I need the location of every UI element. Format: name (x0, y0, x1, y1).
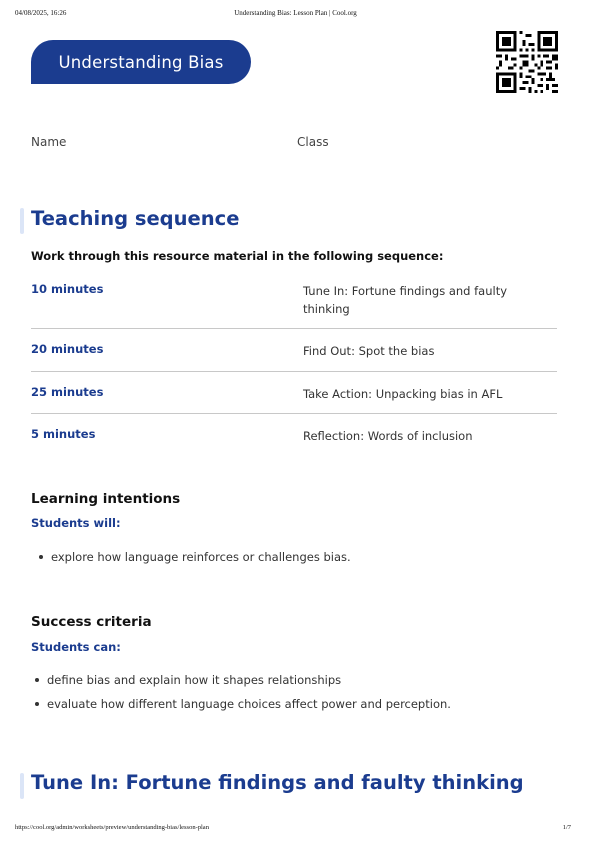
lesson-title: Understanding Bias (58, 52, 224, 72)
learning-intentions-subheading: Students will: (31, 516, 121, 530)
bullet-icon (35, 678, 39, 682)
learning-intentions-heading: Learning intentions (31, 491, 181, 507)
sequence-time: 5 minutes (31, 427, 96, 441)
row-divider (31, 413, 557, 414)
tune-in-heading: Tune In: Fortune findings and faulty thinking (31, 771, 524, 794)
sequence-intro: Work through this resource material in the following sequence: (31, 249, 444, 263)
name-label: Name (31, 135, 67, 149)
list-item-text: evaluate how different language choices affect power and perception. (47, 697, 451, 711)
list-item-text: define bias and explain how it shapes relationships (47, 673, 342, 687)
print-page-title: Understanding Bias: Lesson Plan | Cool.org (234, 9, 357, 17)
sequence-activity: Take Action: Unpacking bias in AFL (303, 387, 503, 401)
success-criteria-subheading: Students can: (31, 640, 121, 654)
teaching-sequence-heading: Teaching sequence (31, 207, 240, 230)
bullet-icon (39, 555, 43, 559)
sequence-activity: Find Out: Spot the bias (303, 344, 435, 358)
sequence-activity: Tune In: Fortune findings and faulty thinking (303, 284, 508, 316)
bullet-icon (35, 702, 39, 706)
row-divider (31, 371, 557, 372)
print-url: https://cool.org/admin/worksheets/preview/understanding-bias/lesson-plan (15, 824, 209, 831)
page-number: 1/7 (562, 824, 571, 831)
sequence-activity: Reflection: Words of inclusion (303, 429, 473, 443)
list-item (39, 550, 351, 564)
sequence-time: 10 minutes (31, 282, 104, 296)
section-accent-bar (20, 208, 24, 234)
sequence-time: 25 minutes (31, 385, 104, 399)
row-divider (31, 328, 557, 329)
list-item (35, 697, 451, 711)
print-datetime: 04/08/2025, 16:26 (15, 9, 67, 17)
class-label: Class (297, 135, 329, 149)
list-item-text: explore how language reinforces or challenges bias. (51, 550, 351, 564)
section-accent-bar (20, 773, 24, 799)
sequence-time: 20 minutes (31, 342, 104, 356)
qr-code-icon (496, 31, 558, 93)
list-item (35, 673, 341, 687)
success-criteria-heading: Success criteria (31, 614, 152, 630)
lesson-title-banner (31, 40, 251, 84)
